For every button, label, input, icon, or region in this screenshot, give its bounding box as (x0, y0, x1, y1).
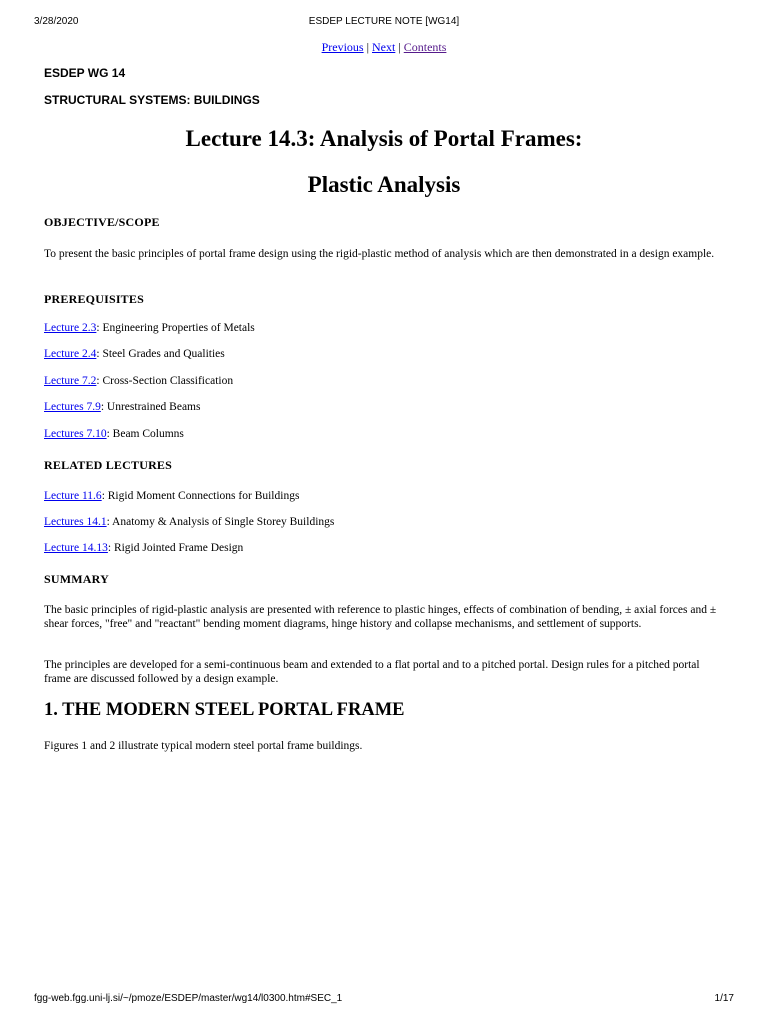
page-title: Lecture 14.3: Analysis of Portal Frames: (185, 126, 583, 151)
related-item: Lectures 14.1: Anatomy & Analysis of Single Storey Buildings (44, 516, 335, 528)
prerequisite-item: Lecture 2.3: Engineering Properties of Metals (44, 322, 255, 334)
nav-separator: | (398, 40, 401, 54)
nav-separator: | (366, 40, 369, 54)
print-title: ESDEP LECTURE NOTE [WG14] (308, 16, 460, 27)
print-url: fgg-web.fgg.uni-lj.si/~/pmoze/ESDEP/master/wg14/l0300.htm#SEC_1 (34, 993, 343, 1004)
related-link[interactable]: Lecture 14.13 (44, 542, 108, 554)
print-header (34, 16, 734, 30)
related-item: Lecture 14.13: Rigid Jointed Frame Design (44, 542, 244, 554)
next-link[interactable]: Next (372, 40, 396, 54)
prerequisite-item: Lecture 7.2: Cross-Section Classification (44, 375, 234, 387)
section-text: Figures 1 and 2 illustrate typical modern steel portal frame buildings. (44, 740, 363, 752)
prerequisite-link[interactable]: Lectures 7.9 (44, 401, 101, 413)
prerequisite-item: Lectures 7.10: Beam Columns (44, 428, 184, 440)
previous-link[interactable]: Previous (321, 40, 364, 54)
summary-paragraph: The basic principles of rigid-plastic analysis are presented with reference to plastic hinges, effects of combination of bending, ± axial forces and ± shear forces, "free" and "reactant" bending moment diagrams, hinge history and collapse mechanisms, and settlement of supports. (44, 604, 717, 630)
working-group-heading: ESDEP WG 14 (44, 66, 126, 80)
prerequisite-link[interactable]: Lectures 7.10 (44, 428, 107, 440)
section-heading: 1. THE MODERN STEEL PORTAL FRAME (44, 700, 405, 720)
summary-heading: SUMMARY (44, 572, 109, 586)
objective-heading: OBJECTIVE/SCOPE (44, 215, 160, 229)
related-link[interactable]: Lectures 14.1 (44, 516, 107, 528)
prerequisite-item: Lecture 2.4: Steel Grades and Qualities (44, 348, 225, 360)
print-footer (34, 993, 734, 1007)
page-subtitle: Plastic Analysis (307, 172, 461, 197)
related-lectures-heading: RELATED LECTURES (44, 458, 173, 472)
prerequisites-heading: PREREQUISITES (44, 292, 144, 306)
prerequisite-link[interactable]: Lecture 7.2 (44, 375, 97, 387)
objective-text: To present the basic principles of portal frame design using the rigid-plastic method of analysis which are then demonstrated in a design example. (44, 248, 715, 260)
prerequisite-item: Lectures 7.9: Unrestrained Beams (44, 401, 201, 413)
related-link[interactable]: Lecture 11.6 (44, 490, 102, 502)
prerequisite-link[interactable]: Lecture 2.4 (44, 348, 97, 360)
summary-paragraph: The principles are developed for a semi-continuous beam and extended to a flat portal and to a pitched portal. Design rules for a pitched portal frame are discussed followed by a design example. (44, 659, 700, 685)
prerequisite-link[interactable]: Lecture 2.3 (44, 322, 97, 334)
related-item: Lecture 11.6: Rigid Moment Connections for Buildings (44, 490, 300, 502)
page-navigation (0, 40, 768, 55)
subject-heading: STRUCTURAL SYSTEMS: BUILDINGS (44, 93, 260, 107)
print-date: 3/28/2020 (34, 16, 79, 27)
contents-link[interactable]: Contents (403, 40, 447, 54)
page-number: 1/17 (714, 993, 734, 1004)
